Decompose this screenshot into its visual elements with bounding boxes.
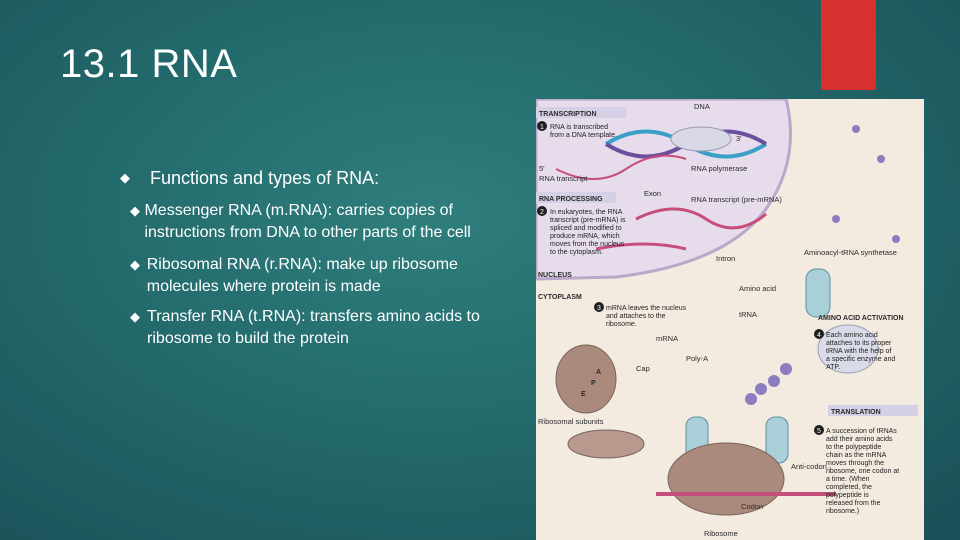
step-number: 5 [817,428,821,435]
bullet-item [130,200,530,244]
caption-line: chain as the mRNA [826,452,887,459]
caption-line: to the polypeptide [826,444,882,451]
label-cytoplasm: CYTOPLASM [538,294,582,301]
step5-text [826,428,899,515]
label-cap: Cap [636,364,650,373]
caption-line: to the cytoplasm. [550,249,603,256]
caption-line: A succession of tRNAs [826,428,897,435]
label-dna: DNA [694,102,710,111]
caption-line: a specific enzyme and [826,356,896,363]
caption-line: RNA is transcribed [550,124,608,131]
label-3prime: 3' [736,134,742,143]
ribosome-shape [668,443,784,515]
label-site-p: P [591,380,596,387]
caption-line: completed, the [826,484,872,491]
caption-line: produce mRNA, which [550,233,620,240]
amino-acid-shape [745,393,757,405]
diamond-bullet-icon: ◆ [120,170,130,185]
amino-acid-shape [892,235,900,243]
step3-text [606,305,687,328]
label-aminoacyl: Aminoacyl-tRNA synthetase [804,248,897,257]
bullet-text: Messenger RNA (m.RNA): carries copies of instructions from DNA to other parts of the cell [144,202,471,241]
amino-acid-shape [755,383,767,395]
caption-line: attaches to its proper [826,340,892,347]
caption-line: from a DNA template. [550,132,617,139]
label-site-a: A [596,369,602,376]
step-number: 3 [597,305,601,312]
label-ribosome: Ribosome [704,529,738,538]
bullet-text: Functions and types of RNA: [150,168,380,188]
bullet-item [130,306,530,350]
caption-line: ATP. [826,364,841,371]
label-polya: Poly-A [686,354,709,363]
label-translation: TRANSLATION [831,409,881,416]
label-anticodon: Anti-codon [791,462,827,471]
trna-shape [806,269,830,317]
label-rna-processing: RNA PROCESSING [539,196,603,203]
caption-line: Each amino acid [826,332,878,339]
caption-line: ribosome.) [826,508,860,515]
label-transcription: TRANSCRIPTION [539,111,597,118]
bullet-text: Ribosomal RNA (r.RNA): make up ribosome molecules where protein is made [146,256,458,295]
bullet-item [130,254,530,298]
caption-line: moves through the [826,460,884,467]
caption-line: transcript (pre-mRNA) is [550,217,626,224]
caption-line: spliced and modified to [550,225,622,232]
caption-line: tRNA with the help of [826,348,892,355]
ribosomal-subunit [568,430,644,458]
label-ribosomal-subunits: Ribosomal subunits [538,417,604,426]
label-rna-transcript-pre: RNA transcript (pre-mRNA) [691,195,782,204]
step-number: 1 [540,124,544,131]
step-number: 4 [817,332,821,339]
step1-text [550,124,617,139]
label-intron: Intron [716,254,736,263]
label-rna-polymerase: RNA polymerase [691,164,748,173]
caption-line: released from the [826,500,881,507]
caption-line: a time. (When [826,476,870,483]
label-rna-transcript: RNA transcript [539,174,588,183]
amino-acid-shape [780,363,792,375]
diamond-bullet-icon: ◆ [130,203,140,218]
bullet-text: Transfer RNA (t.RNA): transfers amino acids to ribosome to build the protein [147,308,480,347]
ribosomal-subunit [556,345,616,413]
slide-title: 13.1 RNA [60,42,238,86]
caption-line: add their amino acids [826,436,893,443]
diamond-bullet-icon: ◆ [130,309,140,324]
rna-polymerase [671,127,731,151]
amino-acid-shape [768,375,780,387]
amino-acid-shape [877,155,885,163]
diamond-bullet-icon: ◆ [130,257,140,272]
accent-bar [821,0,876,90]
caption-line: moves from the nucleus [550,241,625,248]
label-5prime: 5' [539,164,545,173]
label-activation: AMINO ACID ACTIVATION [818,315,904,322]
protein-synthesis-figure [536,99,924,540]
caption-line: polypeptide is [826,492,869,499]
bullet-item [120,167,379,189]
label-amino-acid: Amino acid [739,284,777,293]
label-mrna: mRNA [656,334,679,343]
label-exon: Exon [644,189,662,198]
caption-line: mRNA leaves the nucleus [606,305,687,312]
label-nucleus: NUCLEUS [538,272,572,279]
amino-acid-shape [852,125,860,133]
step-number: 2 [540,209,544,216]
caption-line: and attaches to the [606,313,666,320]
label-trna: tRNA [739,310,757,319]
amino-acid-shape [832,215,840,223]
caption-line: ribosome, one codon at [826,468,900,475]
label-site-e: E [581,391,586,398]
caption-line: In eukaryotes, the RNA [550,209,623,216]
caption-line: ribosome. [606,321,637,328]
label-codon: Codon [741,502,764,511]
